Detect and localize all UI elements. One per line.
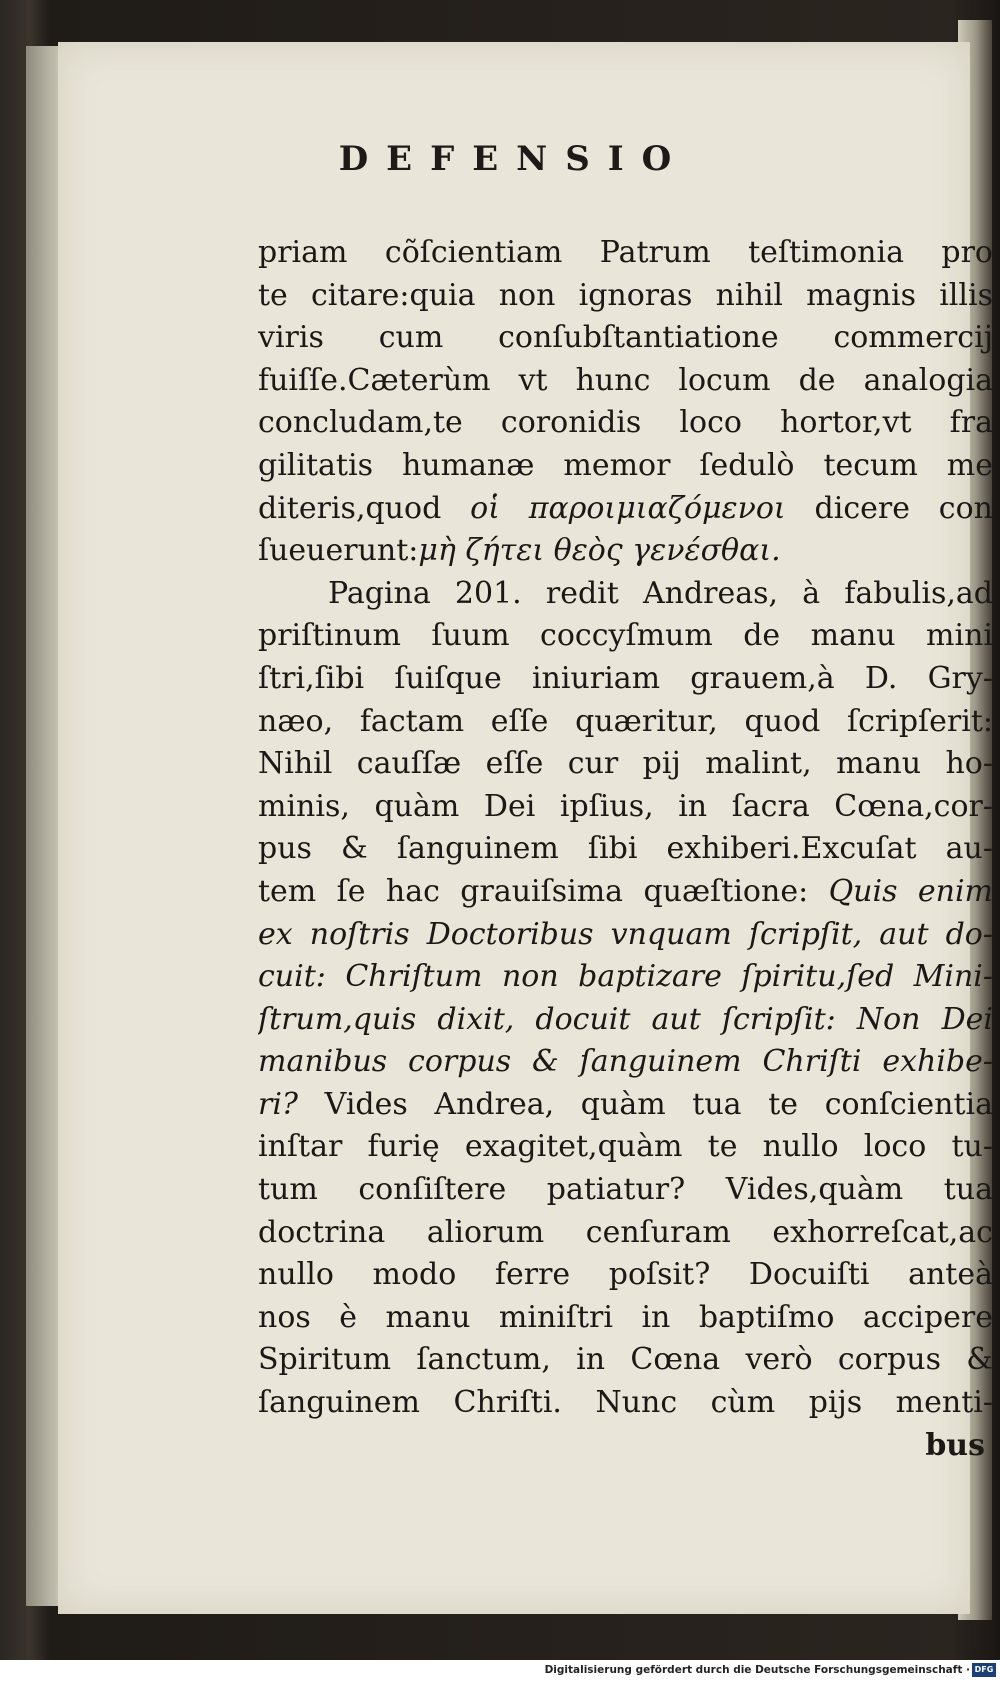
line-text: ex noſtris Doctoribus vnquam ſcripſit, aut do- <box>258 916 993 952</box>
running-head: DEFENSIO <box>338 139 690 179</box>
catchword: bus <box>925 1427 985 1463</box>
line-text: ſanguinem Chriſti. Nunc cùm pijs menti- <box>258 1385 993 1421</box>
italic-phrase: ri? <box>258 1086 299 1122</box>
text-line-19 <box>258 999 993 1042</box>
line-text: gilitatis humanæ memor ſedulò tecum me <box>258 447 993 483</box>
line-text: tem ſe hac grauiſsima quæſtione: <box>258 873 829 909</box>
text-line-6 <box>258 445 993 488</box>
text-line-20 <box>258 1041 993 1084</box>
text-line-23 <box>258 1169 993 1212</box>
text-line-3 <box>258 317 993 360</box>
text-line-8 <box>258 530 993 573</box>
text-line-9 <box>258 573 993 616</box>
text-line-25 <box>258 1254 993 1297</box>
text-line-10 <box>258 615 993 658</box>
text-line-12 <box>258 701 993 744</box>
greek-phrase: μὴ ζήτει θεὸς γενέσθαι. <box>418 533 781 569</box>
line-text: diteris,quod <box>258 490 471 526</box>
line-text: næo, factam eſſe quæritur, quod ſcripſerit: <box>258 703 993 739</box>
text-line-15 <box>258 828 993 871</box>
line-text: Vides Andrea, quàm tua te conſcientia <box>298 1086 993 1122</box>
line-text: ſtri,ſibi ſuiſque iniuriam grauem,à D. Gry- <box>258 660 993 696</box>
line-text: Spiritum ſanctum, in Cœna verò corpus & <box>258 1342 993 1378</box>
line-text: priſtinum ſuum coccyſmum de manu mini <box>258 618 993 654</box>
line-text: dicere con <box>785 490 993 526</box>
line-text: nos è manu miniſtri in baptiſmo accipere <box>258 1299 993 1335</box>
text-line-7 <box>258 488 993 531</box>
text-line-28 <box>258 1382 993 1425</box>
text-line-14 <box>258 786 993 829</box>
line-text: concludam,te coronidis loco hortor,vt fra <box>258 405 993 441</box>
line-text: ſueuerunt: <box>258 533 419 569</box>
italic-phrase: Quis enim <box>828 873 993 909</box>
text-line-4 <box>258 360 993 403</box>
line-text: minis, quàm Dei ipſius, in ſacra Cœna,cor- <box>258 788 993 824</box>
line-text: priam cõſcientiam Patrum teſtimonia pro <box>258 235 993 270</box>
text-line-13 <box>258 743 993 786</box>
line-text: manibus corpus & ſanguinem Chriſti exhibe- <box>258 1044 993 1080</box>
line-text: fuiſſe.Cæterùm vt hunc locum de analogia <box>258 362 993 398</box>
line-text: Pagina 201. redit Andreas, à fabulis,ad <box>328 575 993 611</box>
text-line-27 <box>258 1339 993 1382</box>
line-text: te citare:quia non ignoras nihil magnis illis <box>258 277 993 313</box>
text-line-22 <box>258 1126 993 1169</box>
book-page <box>58 42 993 1614</box>
line-text: cuit: Chriſtum non baptizare ſpiritu,ſed Mini- <box>258 959 993 995</box>
line-text: nullo modo ferre poſsit? Docuiſti anteà <box>258 1257 993 1293</box>
line-text: pus & ſanguinem ſibi exhiberi.Excuſat au- <box>258 831 993 867</box>
text-line-11 <box>258 658 993 701</box>
text-line-17 <box>258 914 993 957</box>
line-text: doctrina aliorum cenſuram exhorreſcat,ac <box>258 1214 993 1250</box>
text-line-21 <box>258 1084 993 1127</box>
text-line-24 <box>258 1212 993 1255</box>
line-text: Nihil cauſſæ eſſe cur pij malint, manu ho- <box>258 746 993 782</box>
dfg-logo: DFG <box>972 1663 996 1677</box>
line-text: inſtar furię exagitet,quàm te nullo loco tu- <box>258 1129 993 1165</box>
line-text: ſtrum,quis dixit, docuit aut ſcripſit: Non Dei <box>258 1001 993 1037</box>
body-text <box>258 232 993 1467</box>
text-line-26 <box>258 1297 993 1340</box>
text-line-18 <box>258 956 993 999</box>
line-text: viris cum conſubſtantiatione commercij <box>258 320 993 356</box>
digitization-credit: Digitalisierung gefördert durch die Deutsche Forschungsgemeinschaft · <box>544 1664 970 1676</box>
text-line-16 <box>258 871 993 914</box>
text-line-1 <box>258 232 993 275</box>
greek-phrase: οἱ παροιμιαζόμενοι <box>470 490 786 526</box>
text-line-2 <box>258 275 993 318</box>
line-text: tum conſiſtere patiatur? Vides,quàm tua <box>258 1172 993 1208</box>
text-line-5 <box>258 402 993 445</box>
